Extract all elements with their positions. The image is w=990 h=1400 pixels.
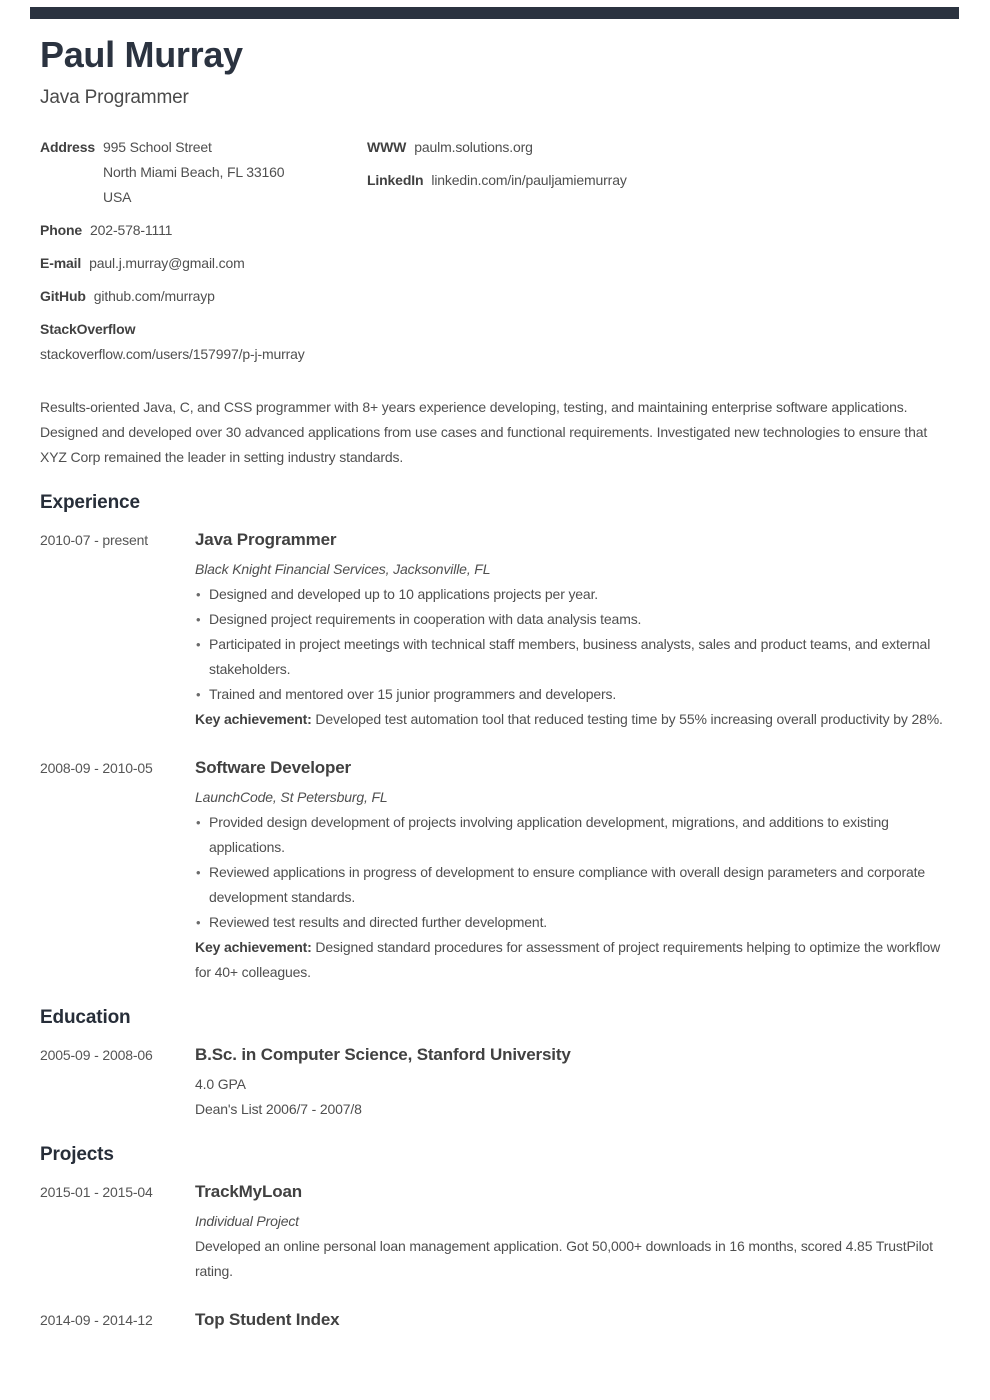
contact-row-email: [40, 251, 367, 276]
entry-dates: 2008-09 - 2010-05: [40, 760, 153, 776]
experience-entry: [40, 756, 950, 985]
bullet-item: • Designed and developed up to 10 applications projects per year.: [195, 582, 950, 607]
contact-row-linkedin: [367, 168, 950, 193]
project-entries: [40, 1180, 950, 1333]
education-detail: 4.0 GPA: [195, 1076, 246, 1092]
contact-right-column: [367, 135, 950, 367]
education-entries: [40, 1043, 950, 1122]
key-achievement-label: Key achievement:: [195, 939, 312, 955]
contact-row-address: [40, 135, 367, 210]
experience-entry: [40, 528, 950, 732]
contact-label-linkedin: LinkedIn: [367, 172, 424, 188]
address-line: North Miami Beach, FL 33160: [102, 164, 285, 180]
bullet-item: • Trained and mentored over 15 junior programmers and developers.: [195, 682, 950, 707]
section-heading-projects: Projects: [40, 1144, 114, 1165]
key-achievement-label: Key achievement:: [195, 711, 312, 727]
contact-label-address: Address: [40, 139, 95, 155]
entry-body: [195, 756, 950, 985]
bullet-item: • Designed project requirements in cooperation with data analysis teams.: [195, 607, 950, 632]
contact-label-www: WWW: [367, 139, 407, 155]
contact-value-www: [414, 135, 533, 160]
bullet-list: [195, 810, 950, 935]
contact-section: [40, 135, 950, 367]
entry-subtitle: LaunchCode, St Petersburg, FL: [195, 789, 388, 805]
bullet-item: • Reviewed test results and directed further development.: [195, 910, 950, 935]
www-value: paulm.solutions.org: [414, 139, 533, 155]
top-accent-bar: [30, 7, 959, 19]
contact-value-address: [103, 135, 284, 210]
entry-dates: 2010-07 - present: [40, 532, 148, 548]
bullet-item: • Participated in project meetings with technical staff members, business analysts, sales and product teams, and external stakeholders.: [195, 632, 950, 682]
bullet-item: • Reviewed applications in progress of development to ensure compliance with overall design parameters and corporate development standards.: [195, 860, 950, 910]
job-title: Java Programmer: [40, 87, 189, 108]
project-entry: [40, 1180, 950, 1284]
entry-dates: 2014-09 - 2014-12: [40, 1312, 153, 1328]
linkedin-value: linkedin.com/in/pauljamiemurray: [431, 172, 627, 188]
experience-entries: [40, 528, 950, 985]
key-achievement-text: Designed standard procedures for assessment of project requirements helping to optimize the workflow for 40+ colleagues.: [195, 939, 941, 980]
contact-row-phone: [40, 218, 367, 243]
entry-body: [195, 528, 950, 732]
address-line: 995 School Street: [102, 139, 212, 155]
address-line: USA: [102, 189, 132, 205]
entry-body: [195, 1308, 950, 1333]
contact-row-stackoverflow: [40, 317, 367, 367]
entry-body: [195, 1180, 950, 1284]
key-achievement: [195, 935, 950, 985]
key-achievement: [195, 707, 950, 732]
contact-row-www: [367, 135, 950, 160]
bullet-list: [195, 582, 950, 707]
project-description: Developed an online personal loan management application. Got 50,000+ downloads in 16 months, scored 4.85 TrustPilot rating.: [195, 1238, 933, 1279]
entry-subtitle: Individual Project: [195, 1213, 299, 1229]
contact-value-linkedin: [431, 168, 626, 193]
key-achievement-text: Developed test automation tool that reduced testing time by 55% increasing overall productivity by 28%.: [315, 711, 943, 727]
contact-label-github: GitHub: [40, 288, 86, 304]
contact-label-phone: Phone: [40, 222, 83, 238]
education-entry: [40, 1043, 950, 1122]
section-heading-education: Education: [40, 1007, 131, 1028]
entry-dates: 2005-09 - 2008-06: [40, 1047, 153, 1063]
section-heading-experience: Experience: [40, 492, 140, 513]
stackoverflow-value: stackoverflow.com/users/157997/p-j-murray: [40, 346, 305, 362]
contact-value-email: [89, 251, 244, 276]
entry-title: B.Sc. in Computer Science, Stanford University: [195, 1045, 571, 1064]
entry-title: Java Programmer: [195, 530, 337, 549]
entry-title: Top Student Index: [195, 1310, 340, 1329]
entry-dates: 2015-01 - 2015-04: [40, 1184, 153, 1200]
project-entry: [40, 1308, 950, 1333]
contact-value-github: [94, 284, 215, 309]
github-value: github.com/murrayp: [93, 288, 215, 304]
summary-text: Results-oriented Java, C, and CSS programmer with 8+ years experience developing, testing, and maintaining enterprise software applications. Designed and developed over 30 advanced applications from use cases and functional requirements. Investigated new technologies to ensure that XYZ Corp remained the leader in setting industry standards.: [40, 399, 928, 465]
entry-title: TrackMyLoan: [195, 1182, 302, 1201]
contact-value-stackoverflow: [40, 342, 367, 367]
email-value: paul.j.murray@gmail.com: [89, 255, 245, 271]
entry-title: Software Developer: [195, 758, 352, 777]
contact-label-email: E-mail: [40, 255, 82, 271]
contact-value-phone: [90, 218, 172, 243]
entry-subtitle: Black Knight Financial Services, Jacksonville, FL: [195, 561, 491, 577]
entry-body: [195, 1043, 950, 1122]
phone-value: 202-578-1111: [90, 222, 173, 238]
contact-left-column: [40, 135, 367, 367]
page-title: Paul Murray: [40, 34, 243, 75]
education-details: [195, 1072, 950, 1122]
bullet-item: • Provided design development of projects involving application development, migrations, and additions to existing applications.: [195, 810, 950, 860]
contact-label-stackoverflow: StackOverflow: [40, 321, 136, 337]
contact-row-github: [40, 284, 367, 309]
education-detail: Dean's List 2006/7 - 2007/8: [195, 1101, 362, 1117]
